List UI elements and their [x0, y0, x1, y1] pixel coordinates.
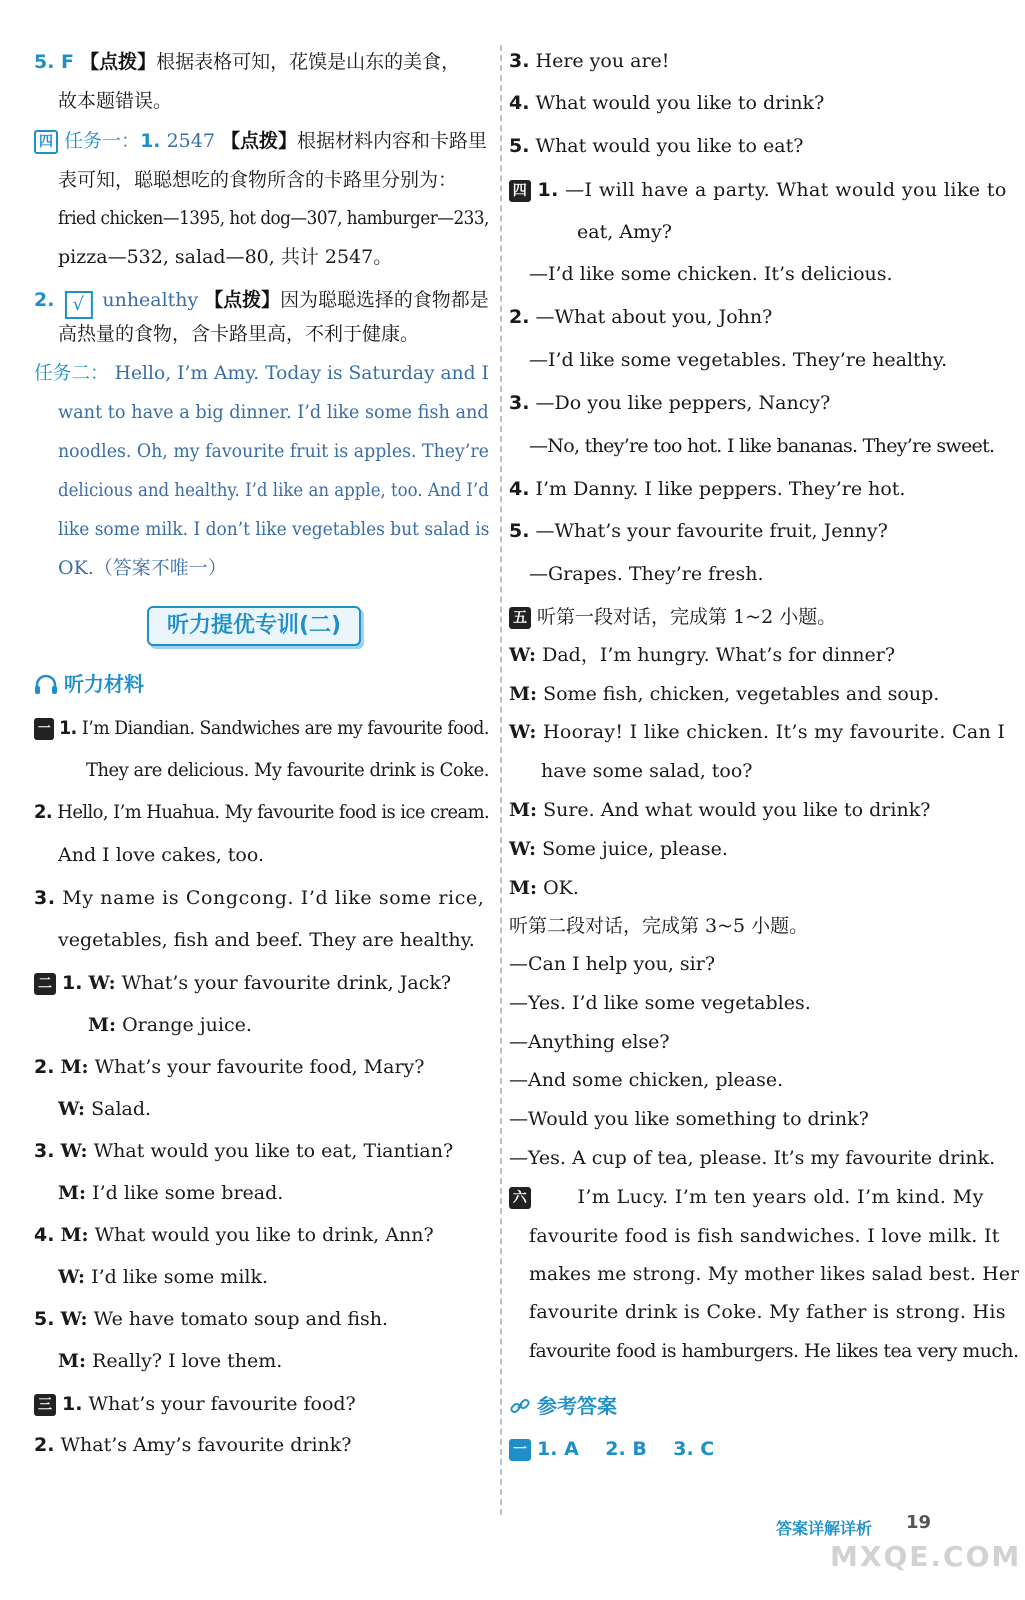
task2-line2: want to have a big dinner. I’d like some fish and — [58, 401, 489, 423]
s1-item3-cont: vegetables, fish and beef. They are healthy. — [58, 929, 475, 951]
s5-d2-line5: —Would you like something to drink? — [509, 1108, 869, 1130]
s4-item5-reply: —Grapes. They’re fresh. — [529, 563, 764, 585]
link-icon — [509, 1395, 531, 1417]
s2-item5-reply: M: Really? I love them. — [58, 1350, 283, 1372]
s4-item5: 5. —What’s your favourite fruit, Jenny? — [509, 520, 888, 542]
s2-item2-reply: W: Salad. — [58, 1098, 152, 1120]
task2-line4: delicious and healthy. I’d like an apple, too. And I’d — [58, 479, 489, 501]
section-5-badge: 五 — [509, 607, 531, 629]
s4-item1-reply: —I’d like some chicken. It’s delicious. — [529, 263, 893, 285]
s2-item5: 5. W: We have tomato soup and fish. — [34, 1308, 389, 1330]
task2-line6: OK.（答案不唯一） — [58, 557, 227, 579]
section-6-badge: 六 — [509, 1187, 531, 1209]
page-number: 19 — [906, 1512, 932, 1533]
s2-item1: 二 1. W: What’s your favourite drink, Jack? — [34, 971, 451, 995]
s2-item3-reply: M: I’d like some bread. — [58, 1182, 284, 1204]
s5-d1-line3: W: Hooray! I like chicken. It’s my favourite. Can I — [509, 721, 1006, 743]
s5-d1-line2: M: Some fish, chicken, vegetables and soup. — [509, 683, 940, 705]
check-icon: √ — [64, 291, 92, 319]
s4-item3-reply: —No, they’re too hot. I like bananas. They’re sweet. — [529, 435, 995, 457]
s1-item2: 2. Hello, I’m Huahua. My favourite food is ice cream. — [34, 801, 490, 823]
s5-d1-line6: M: OK. — [509, 877, 579, 899]
s4-item4: 4. I’m Danny. I like peppers. They’re hot. — [509, 478, 906, 500]
s5-d2-line6: —Yes. A cup of tea, please. It’s my favourite drink. — [509, 1147, 996, 1169]
s5-d1-line5: W: Some juice, please. — [509, 838, 728, 860]
s2-item4-reply: W: I’d like some milk. — [58, 1266, 269, 1288]
task2-line5: like some milk. I don’t like vegetables but salad is — [58, 518, 490, 540]
s3-item3: 3. Here you are! — [509, 50, 670, 72]
s2-item1-reply: M: Orange juice. — [88, 1014, 252, 1036]
task1-line2: 表可知，聪聪想吃的食物所含的卡路里分别为： — [58, 169, 458, 191]
s5-d2-line3: —Anything else? — [509, 1031, 670, 1053]
s1-item2-cont: And I love cakes, too. — [58, 844, 265, 866]
item5-line1: 5. F 【点拨】根据表格可知，花馍是山东的美食， — [34, 51, 461, 73]
s4-item1: 四 1. —I will have a party. What would you like to — [509, 178, 1007, 202]
s5-d2-line2: —Yes. I’d like some vegetables. — [509, 992, 811, 1014]
s5-intro1: 五 听第一段对话，完成第 1~2 小题。 — [509, 605, 836, 629]
column-divider — [500, 45, 502, 1515]
s4-item2-reply: —I’d like some vegetables. They’re healthy. — [529, 349, 948, 371]
s6-line2: favourite food is fish sandwiches. I love milk. It — [529, 1225, 1000, 1247]
s6-line3: makes me strong. My mother likes salad best. Her — [529, 1263, 1020, 1285]
s2-item3: 3. W: What would you like to eat, Tiantian? — [34, 1140, 454, 1162]
task1-line4: pizza—532, salad—80, 共计 2547。 — [58, 246, 393, 268]
s3-item1: 三 1. What’s your favourite food? — [34, 1392, 356, 1416]
answers-line: 一 1. A 2. B 3. C — [509, 1437, 714, 1461]
watermark: MXQE.COM — [830, 1540, 1022, 1573]
task2-line3: noodles. Oh, my favourite fruit is apples. They’re — [58, 440, 489, 462]
s4-item1-cont: eat, Amy? — [577, 221, 672, 243]
s5-d1-line3-cont: have some salad, too? — [541, 760, 753, 782]
s1-item3: 3. My name is Congcong. I’d like some rice, — [34, 887, 485, 909]
s5-d2-line1: —Can I help you, sir? — [509, 953, 716, 975]
s2-item2: 2. M: What’s your favourite food, Mary? — [34, 1056, 425, 1078]
s6-line1: 六 I’m Lucy. I’m ten years old. I’m kind. My — [509, 1185, 984, 1209]
task1-line1: 四 任务一：1. 2547 【点拨】根据材料内容和卡路里 — [34, 129, 487, 154]
s5-d1-line1: W: Dad，I’m hungry. What’s for dinner? — [509, 644, 896, 666]
section-3-badge: 三 — [34, 1394, 56, 1416]
section-banner: 听力提优专训(二) — [147, 606, 361, 646]
task1b-line1: 2. √ unhealthy 【点拨】因为聪聪选择的食物都是 — [34, 288, 489, 319]
s6-line4: favourite drink is Coke. My father is strong. His — [529, 1301, 1006, 1323]
section-4-right-badge: 四 — [509, 180, 531, 202]
s5-d2-line4: —And some chicken, please. — [509, 1069, 784, 1091]
task1-line3: fried chicken—1395, hot dog—307, hamburger—233, — [58, 207, 489, 229]
s4-item2: 2. —What about you, John? — [509, 306, 773, 328]
answers-section-badge: 一 — [509, 1439, 531, 1461]
answers-heading: 参考答案 — [509, 1390, 617, 1419]
section-1-badge: 一 — [34, 718, 54, 740]
s4-item3: 3. —Do you like peppers, Nancy? — [509, 392, 831, 414]
task1b-line2: 高热量的食物，含卡路里高，不利于健康。 — [58, 323, 420, 345]
listening-heading: 听力材料 — [34, 668, 144, 697]
footer-label: 答案详解详析 — [776, 1519, 873, 1538]
s1-item1-cont: They are delicious. My favourite drink is Coke. — [86, 759, 489, 781]
s1-item1: 一 1. I’m Diandian. Sandwiches are my favourite food. — [34, 716, 489, 740]
s5-d1-line4: M: Sure. And what would you like to drink? — [509, 799, 931, 821]
section-2-badge: 二 — [34, 973, 56, 995]
task2-line1: 任务二： Hello, I’m Amy. Today is Saturday and I — [34, 362, 489, 384]
s5-intro2: 听第二段对话，完成第 3~5 小题。 — [509, 915, 809, 937]
item5-line2: 故本题错误。 — [58, 90, 173, 112]
s2-item4: 4. M: What would you like to drink, Ann? — [34, 1224, 434, 1246]
s6-line5: favourite food is hamburgers. He likes tea very much. — [529, 1340, 1019, 1362]
s3-item2: 2. What’s Amy’s favourite drink? — [34, 1434, 352, 1456]
s3-item5: 5. What would you like to eat? — [509, 135, 804, 157]
s3-item4: 4. What would you like to drink? — [509, 92, 825, 114]
headphones-icon — [34, 673, 58, 695]
section-4-badge: 四 — [34, 130, 58, 154]
